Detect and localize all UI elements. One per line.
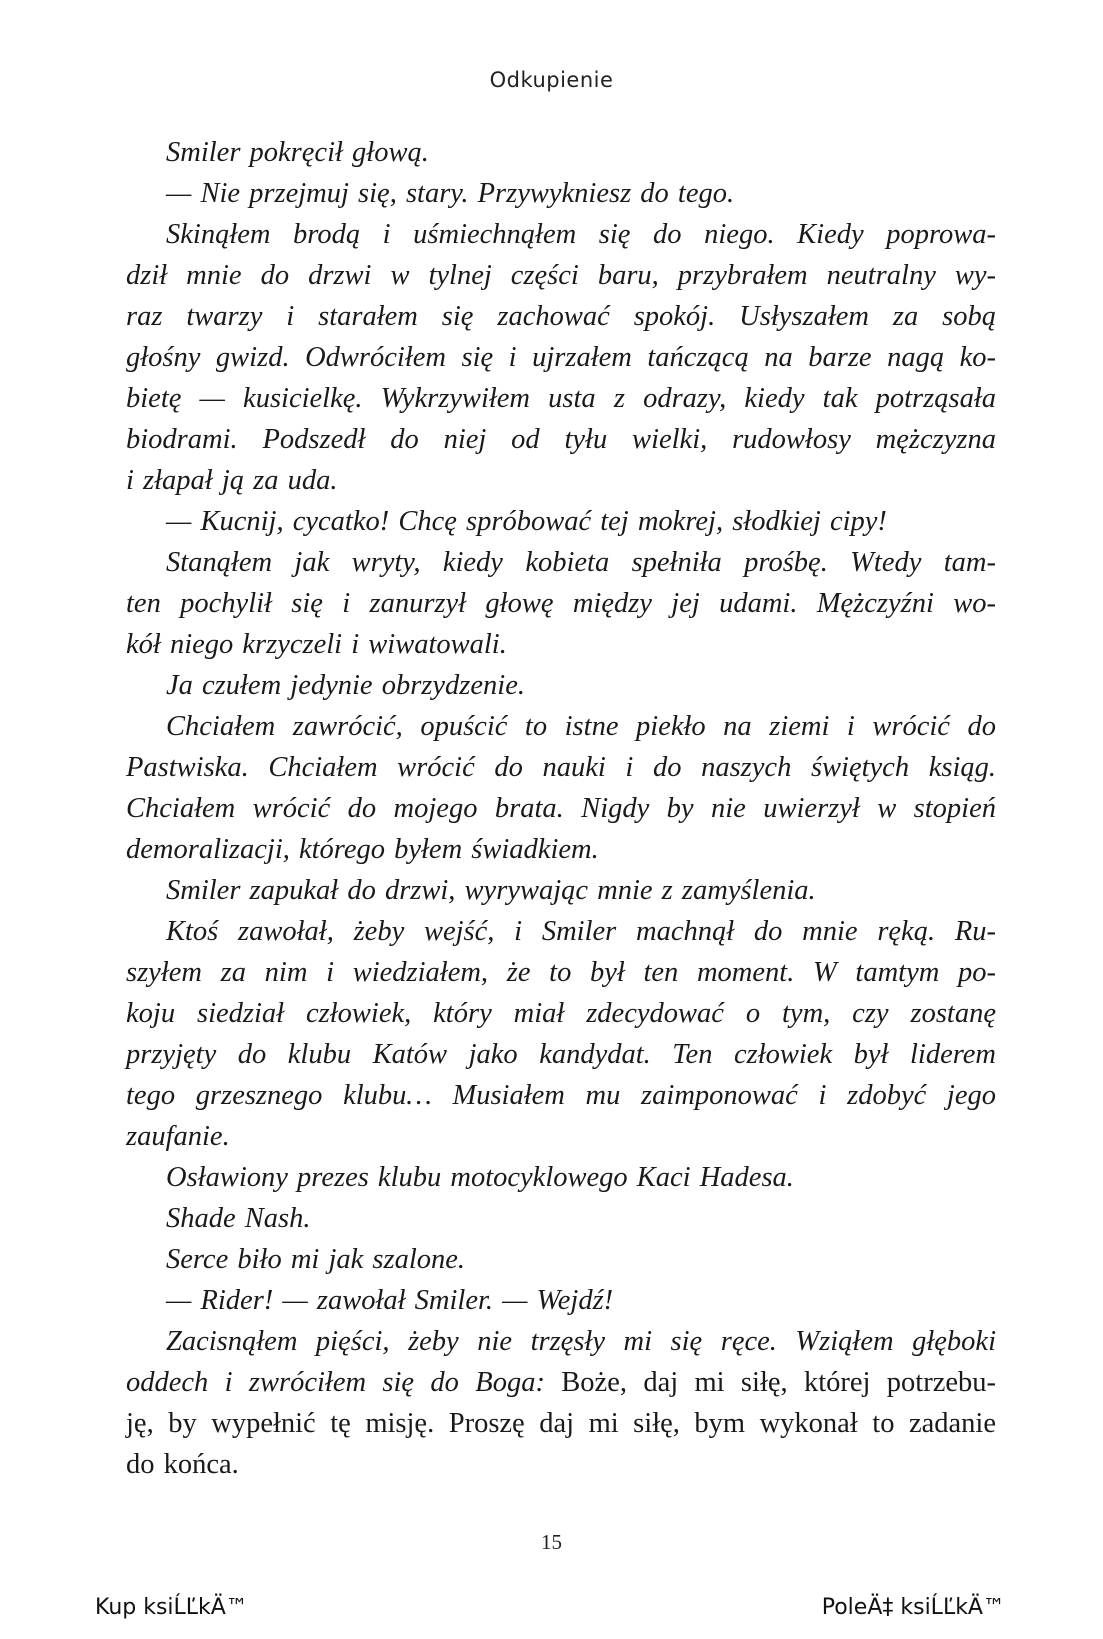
text-line: zaufanie. <box>126 1121 230 1152</box>
text-line: Smiler pokręcił głową. <box>166 137 429 168</box>
text-line: Ktoś zawołał, żeby wejść, i Smiler machnął do mnie ręką. Ru- <box>166 916 996 947</box>
text-line: Ja czułem jedynie obrzydzenie. <box>166 670 525 701</box>
text-line: Pastwiska. Chciałem wrócić do nauki i do naszych świętych ksiąg. <box>126 752 996 783</box>
text-line: głośny gwizd. Odwróciłem się i ujrzałem tańczącą na barze nagą ko- <box>126 342 996 373</box>
text-line: dził mnie do drzwi w tylnej części baru, przybrałem neutralny wy- <box>126 260 996 291</box>
text-line: bietę — kusicielkę. Wykrzywiłem usta z odrazy, kiedy tak potrząsała <box>126 383 996 414</box>
text-line: Smiler zapukał do drzwi, wyrywając mnie z zamyślenia. <box>166 875 816 906</box>
text-line: Serce biło mi jak szalone. <box>166 1244 466 1275</box>
text-line: Zacisnąłem pięści, żeby nie trzęsły mi się ręce. Wziąłem głęboki <box>166 1326 996 1357</box>
text-line: Stanąłem jak wryty, kiedy kobieta spełniła prośbę. Wtedy tam- <box>166 547 996 578</box>
text-line: do końca. <box>126 1449 239 1480</box>
text-line: Skinąłem brodą i uśmiechnąłem się do niego. Kiedy poprowa- <box>166 219 996 250</box>
text-line: raz twarzy i starałem się zachować spokój. Usłyszałem za sobą <box>126 301 996 332</box>
text-line: kół niego krzyczeli i wiwatowali. <box>126 629 507 660</box>
text-line: — Kucnij, cycatko! Chcę spróbować tej mokrej, słodkiej cipy! <box>166 506 887 537</box>
text-line-mixed <box>126 1362 996 1403</box>
text-line: biodrami. Podszedł do niej od tyłu wielki, rudowłosy mężczyzna <box>126 424 996 455</box>
page-number: 15 <box>541 1530 562 1554</box>
running-header: Odkupienie <box>489 68 614 92</box>
body-text <box>126 132 996 1485</box>
text-line: Chciałem zawrócić, opuścić to istne piekło na ziemi i wrócić do <box>166 711 996 742</box>
text-segment-italic: oddech i zwróciłem się do Boga: <box>126 1367 562 1398</box>
text-line: — Nie przejmuj się, stary. Przywykniesz do tego. <box>166 178 735 209</box>
text-line: Chciałem wrócić do mojego brata. Nigdy by nie uwierzył w stopień <box>126 793 996 824</box>
text-line: Osławiony prezes klubu motocyklowego Kaci Hadesa. <box>166 1162 794 1193</box>
recommend-book-link[interactable]: PoleÄ‡ ksiĹĽkÄ™ <box>821 1595 1005 1620</box>
text-line: szyłem za nim i wiedziałem, że to był ten moment. W tamtym po- <box>126 957 996 988</box>
text-line: tego grzesznego klubu… Musiałem mu zaimponować i zdobyć jego <box>126 1080 996 1111</box>
text-line: i złapał ją za uda. <box>126 465 338 496</box>
text-segment-roman: Boże, daj mi siłę, której potrzebu- <box>561 1367 997 1398</box>
text-line: — Rider! — zawołał Smiler. — Wejdź! <box>166 1285 614 1316</box>
text-line: przyjęty do klubu Katów jako kandydat. Ten człowiek był liderem <box>126 1039 996 1070</box>
text-line: demoralizacji, którego byłem świadkiem. <box>126 834 599 865</box>
text-line: Shade Nash. <box>166 1203 311 1234</box>
text-line: ję, by wypełnić tę misję. Proszę daj mi siłę, bym wykonał to zadanie <box>126 1408 996 1439</box>
buy-book-link[interactable]: Kup ksiĹĽkÄ™ <box>95 1595 248 1620</box>
text-line: koju siedział człowiek, który miał zdecydować o tym, czy zostanę <box>126 998 996 1029</box>
text-line: ten pochylił się i zanurzył głowę między jej udami. Mężczyźni wo- <box>126 588 996 619</box>
